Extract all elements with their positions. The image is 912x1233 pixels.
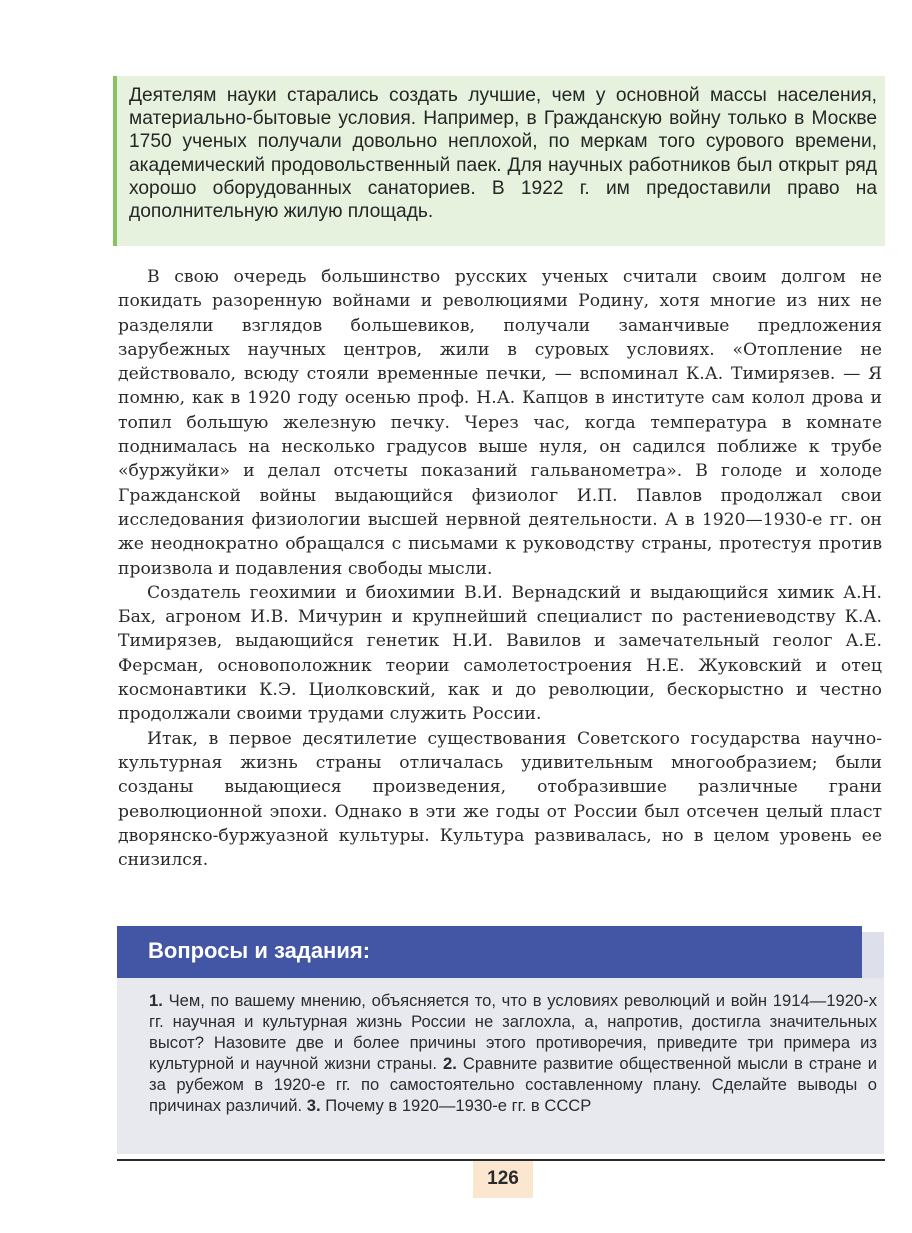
question-text: Почему в 1920—1930-е гг. в СССР [325,1096,592,1115]
question-number: 2. [442,1054,457,1073]
questions-box [117,978,884,1154]
page-number-tab [473,1161,533,1198]
info-note-text: Деятелям науки старались создать лучшие, чем у основной массы населения, материально-бытовые условия. Например, в Гражданскую войну только в Москве 1750 ученых получали довольно неплохой, по меркам того сурового времени, академический продовольственный паек. Для научных работников был открыт ряд хорошо оборудованных санаториев. В 1922 г. им предоставили право на дополнительную жилую площадь. [129,85,877,223]
paragraph: В свою очередь большинство русских ученых считали своим долгом не покидать разоренную войнами и революциями Родину, хотя многие из них не разделяли взглядов большевиков, получали заманчивые предложения зарубежных научных центров, жили в суровых условиях. «Отопление не действовало, всюду стояли временные печки, — вспоминал К.А. Тимирязев. — Я помню, как в 1920 году осенью проф. Н.А. Капцов в институте сам колол дрова и топил большую железную печку. Через час, когда температура в комнате поднималась на несколько градусов выше нуля, он садился поближе к трубе «буржуйки» и делал отсчеты показаний гальванометра». В голоде и холоде Гражданской войны выдающийся физиолог И.П. Павлов продолжал свои исследования физиологии высшей нервной деятельности. А в 1920—1930-е гг. он же неоднократно обращался с письмами к руководству страны, протестуя против произвола и подавления свободы мысли. [118,267,882,579]
questions-text [149,990,877,1116]
questions-banner-shadow [862,932,884,978]
questions-banner [117,926,862,978]
question-number: 3. [306,1096,321,1115]
question-text: Чем, по вашему мнению, объясняется то, что в условиях революций и войн 1914—1920-х гг. научная и культурная жизнь России не заглохла, а, напротив, достигла значительных высот? Назовите две и более причины этого противоречия, приведите три примера из культурной и научной жизни страны. [149,991,877,1073]
question-text: Сравните развитие общественной мысли в стране и за рубежом в 1920-е гг. по самостоятельно составленному плану. Сделайте выводы о причинах различий. [149,1054,877,1115]
questions-heading: Вопросы и задания: [148,938,371,963]
question-number: 1. [149,991,163,1010]
page-number: 126 [487,1168,519,1189]
info-note-box [113,76,885,246]
main-text [118,265,882,872]
paragraph: Итак, в первое десятилетие существования Советского государства научно-культурная жизнь страны отличалась удивительным многообразием; были созданы выдающиеся произведения, отобразившие различные грани революционной эпохи. Однако в эти же годы от России был отсечен целый пласт дворянско-буржуазной культуры. Культура развивалась, но в целом уровень ее снизился. [118,728,882,871]
paragraph: Создатель геохимии и биохимии В.И. Вернадский и выдающийся химик А.Н. Бах, агроном И.В. Мичурин и крупнейший специалист по растениеводству К.А. Тимирязев, выдающийся генетик Н.И. Вавилов и замечательный геолог А.Е. Ферсман, основоположник теории самолетостроения Н.Е. Жуковский и отец космонавтики К.Э. Циолковский, как и до революции, бескорыстно и честно продолжали своими трудами служить России. [118,582,882,725]
